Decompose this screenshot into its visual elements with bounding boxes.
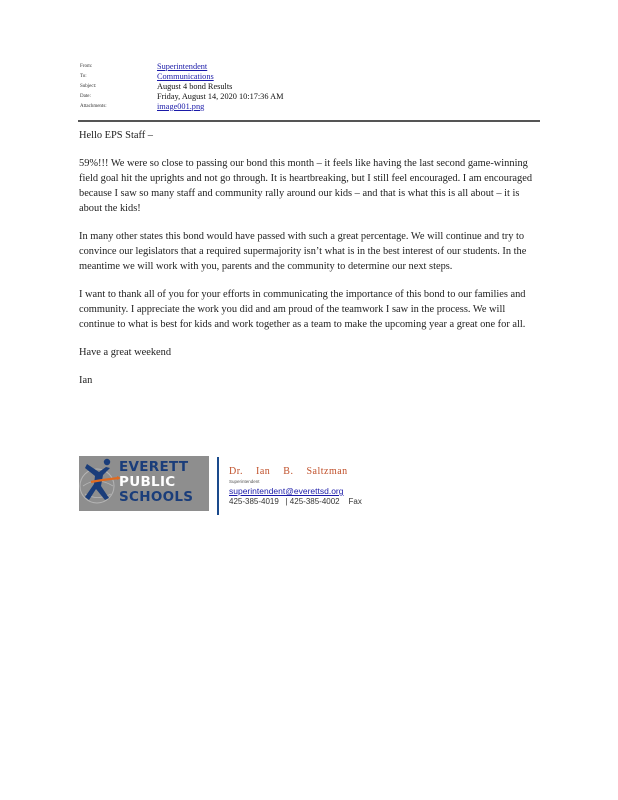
header-row-subject [80, 82, 283, 92]
signature-divider [217, 457, 219, 515]
email-header [80, 62, 283, 112]
to-link[interactable]: Communications [157, 72, 214, 81]
logo-line-everett: EVERETT [119, 459, 189, 475]
subject-label: Subject: [80, 84, 97, 89]
date-label: Date: [80, 94, 91, 99]
name-first: Ian [256, 466, 271, 477]
name-middle: B. [283, 466, 294, 477]
signature-title: Superintendent [229, 479, 260, 484]
date-value: Friday, August 14, 2020 10:17:36 AM [157, 92, 284, 101]
attachment-link[interactable]: image001.png [157, 102, 205, 111]
paragraph-3: I want to thank all of you for your efforts in communicating the importance of this bond to our families and community. I appreciate the work you did and am proud of the teamwork I saw in the process. We will continue to what is best for kids and work together as a team to make the upcoming year a great one for all. [79, 289, 526, 330]
header-row-attachments [80, 102, 283, 112]
logo-wordmark [119, 460, 193, 505]
from-link[interactable]: Superintendent [157, 62, 208, 71]
signoff: Ian [79, 375, 93, 386]
logo-line-schools: SCHOOLS [119, 489, 194, 505]
closing: Have a great weekend [79, 347, 172, 358]
paragraph-1: 59%!!! We were so close to passing our bond this month – it feels like having the last second game-winning field goal hit the uprights and not go through. It is heartbreaking, but I still feel encouraged. I am encouraged because I saw so many staff and community rally around our kids – and that is what this is all about – it is about the kids! [79, 158, 533, 214]
to-label: To: [80, 74, 87, 79]
logo-line-public: PUBLIC [119, 474, 176, 490]
greeting: Hello EPS Staff – [79, 130, 153, 141]
signature-email-link[interactable]: superintendent@everettsd.org [229, 486, 344, 496]
name-prefix: Dr. [229, 466, 243, 477]
header-row-to [80, 72, 283, 82]
signature-phone-line [229, 497, 362, 506]
header-row-date [80, 92, 283, 102]
fax-number: | 425-385-4002 [285, 497, 340, 506]
header-divider [78, 120, 540, 122]
email-signature [229, 466, 362, 506]
subject-value: August 4 bond Results [157, 82, 233, 91]
attachments-label: Attachments: [80, 104, 107, 109]
header-row-from [80, 62, 283, 72]
from-label: From: [80, 64, 93, 69]
email-body [79, 128, 541, 401]
signature-name [229, 466, 362, 477]
phone-number: 425-385-4019 [229, 497, 279, 506]
paragraph-2: In many other states this bond would have passed with such a great percentage. We will continue and try to convince our legislators that a required supermajority isn’t what is in the best interest of our students. In the meantime we will work with you, parents and the community to determine our next steps. [79, 231, 527, 272]
everett-public-schools-logo [79, 456, 209, 511]
name-last: Saltzman [306, 466, 348, 477]
fax-label: Fax [348, 497, 362, 506]
